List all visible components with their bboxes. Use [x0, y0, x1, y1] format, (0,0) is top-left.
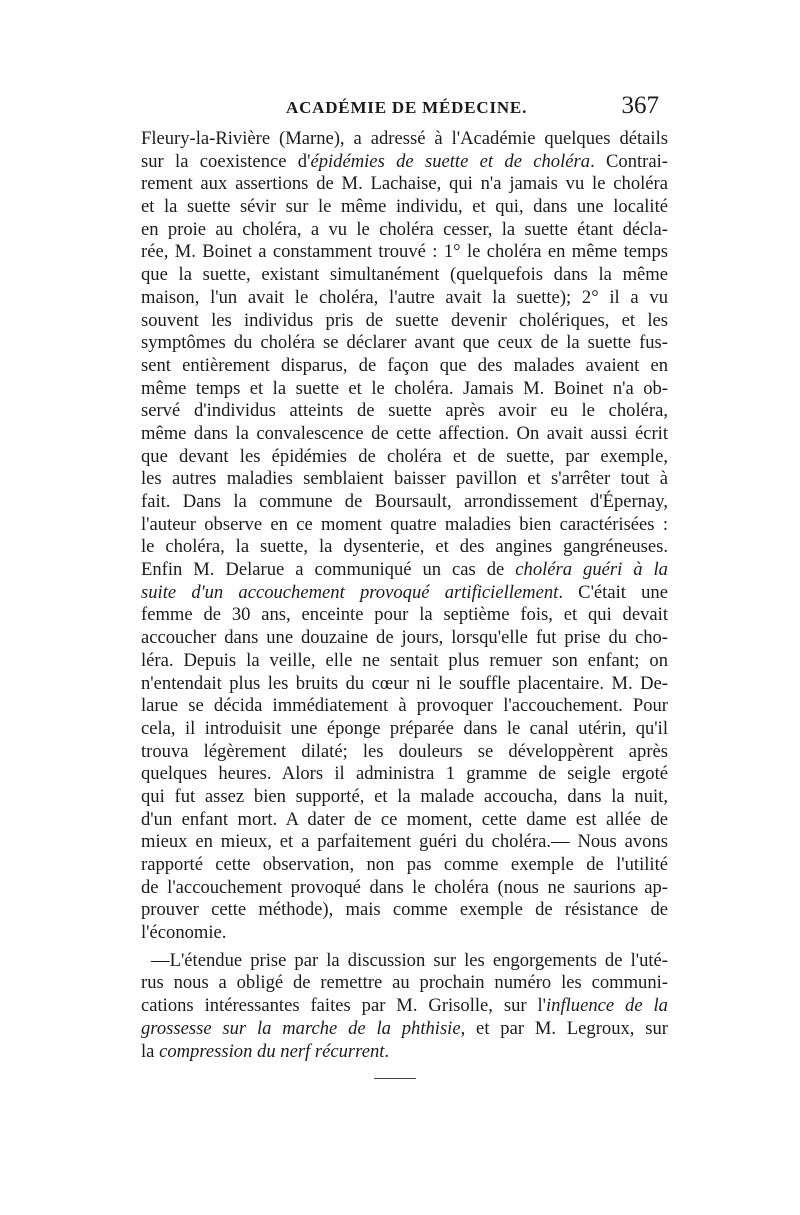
line-text: .: [384, 1040, 390, 1062]
end-rule: [374, 1078, 416, 1079]
line-text: d'un enfant mort. A dater de ce moment, cette dame est allée de: [141, 808, 668, 830]
italic-text: suite d'un accouchement provoqué artificiellement: [141, 581, 559, 603]
text-line: [141, 128, 668, 151]
italic-text: épidémies de suette et de choléra: [310, 150, 591, 172]
line-text: léra. Depuis la veille, elle ne sentait plus remuer son enfant; on: [141, 649, 668, 671]
line-text: maison, l'un avait le choléra, l'autre avait la suette); 2° il a vu: [141, 286, 668, 308]
paragraph: [141, 950, 668, 1063]
line-text: Enfin M. Delarue a communiqué un cas de: [141, 559, 516, 581]
line-text: Fleury-la-Rivière (Marne), a adressé à l'Académie quelques détails: [141, 128, 668, 149]
line-text: sur la coexistence d': [141, 150, 311, 172]
line-text: mieux en mieux, et a parfaitement guéri du choléra.— Nous avons: [141, 831, 668, 853]
text-line: [141, 922, 668, 945]
text-line: [141, 995, 668, 1018]
text-line: [141, 604, 668, 627]
text-line: [141, 491, 668, 514]
text-line: [141, 332, 668, 355]
line-text: —L'étendue prise par la discussion sur les engorgements de l'uté-: [151, 949, 668, 971]
text-line: [141, 514, 668, 537]
text-line: [141, 809, 668, 832]
text-line: [141, 196, 668, 219]
text-line: [141, 741, 668, 764]
text-line: [141, 400, 668, 423]
line-text: de l'accouchement provoqué dans le choléra (nous ne saurions ap-: [141, 876, 668, 898]
text-line: [141, 241, 668, 264]
line-text: même dans la convalescence de cette affection. On avait aussi écrit: [141, 422, 668, 444]
text-line: [141, 786, 668, 809]
italic-text: influence de la: [546, 995, 668, 1017]
line-text: cations intéressantes faites par M. Grisolle, sur l': [141, 995, 546, 1017]
line-text: l'auteur observe en ce moment quatre maladies bien caractérisées :: [141, 513, 668, 535]
italic-text: grossesse sur la marche de la phthisie: [141, 1017, 461, 1039]
running-title: ACADÉMIE DE MÉDECINE.: [286, 98, 528, 117]
text-line: [141, 287, 668, 310]
line-text: quelques heures. Alors il administra 1 gramme de seigle ergoté: [141, 763, 668, 785]
line-text: fait. Dans la commune de Boursault, arrondissement d'Épernay,: [141, 491, 668, 512]
line-text: rée, M. Boinet a constamment trouvé : 1° le choléra en même temps: [141, 241, 668, 263]
italic-text: compression du nerf récurrent: [159, 1040, 385, 1062]
text-line: [141, 718, 668, 741]
line-text: , et par M. Legroux, sur: [460, 1017, 668, 1039]
line-text: accoucher dans une douzaine de jours, lorsqu'elle fut prise du cho-: [141, 627, 668, 649]
line-text: . Contrai-: [590, 150, 668, 172]
text-line: [141, 536, 668, 559]
line-text: symptômes du choléra se déclarer avant que ceux de la suette fus-: [141, 332, 668, 354]
text-line: [141, 468, 668, 491]
text-line: [141, 1041, 668, 1064]
line-text: larue se décida immédiatement à provoquer l'accouchement. Pour: [141, 695, 668, 717]
text-line: [141, 950, 668, 973]
text-line: [141, 151, 668, 174]
line-text: que devant les épidémies de choléra et de suette, par exemple,: [141, 445, 668, 467]
text-line: [141, 854, 668, 877]
text-line: [141, 831, 668, 854]
text-line: [141, 559, 668, 582]
text-line: [141, 310, 668, 333]
line-text: les autres maladies semblaient baisser pavillon et s'arrêter tout à: [141, 468, 668, 490]
line-text: femme de 30 ans, enceinte pour la septième fois, et qui devait: [141, 604, 668, 626]
paragraph: [141, 128, 668, 945]
line-text: et la suette sévir sur le même individu, et qui, dans une localité: [141, 196, 668, 218]
line-text: rapporté cette observation, non pas comme exemple de l'utilité: [141, 854, 668, 875]
text-line: [141, 650, 668, 673]
line-text: même temps et la suette et le choléra. Jamais M. Boinet n'a ob-: [141, 377, 668, 399]
text-line: [141, 173, 668, 196]
line-text: rement aux assertions de M. Lachaise, qui n'a jamais vu le choléra: [141, 173, 668, 195]
line-text: le choléra, la suette, la dysenterie, et des angines gangréneuses.: [141, 536, 668, 558]
running-header: [141, 92, 659, 126]
line-text: que la suette, existant simultanément (quelquefois dans la même: [141, 264, 668, 286]
text-line: [141, 355, 668, 378]
text-line: [141, 695, 668, 718]
page-number: 367: [621, 92, 659, 119]
line-text: qui fut assez bien supporté, et la malade accoucha, dans la nuit,: [141, 785, 668, 807]
line-text: souvent les individus pris de suette devenir cholériques, et les: [141, 309, 668, 331]
line-text: prouver cette méthode), mais comme exemple de résistance de: [141, 899, 668, 921]
line-text: sent entièrement disparus, de façon que des malades avaient en: [141, 354, 668, 376]
line-text: en proie au choléra, a vu le choléra cesser, la suette étant décla-: [141, 218, 668, 240]
text-line: [141, 627, 668, 650]
text-line: [141, 446, 668, 469]
text-line: [141, 1018, 668, 1041]
line-text: cela, il introduisit une éponge préparée dans le canal utérin, qu'il: [141, 717, 668, 739]
text-line: [141, 673, 668, 696]
text-line: [141, 423, 668, 446]
italic-text: choléra guéri à la: [515, 559, 668, 581]
line-text: la: [141, 1040, 160, 1062]
body-text: [141, 128, 668, 1063]
line-text: l'économie.: [141, 922, 227, 944]
line-text: n'entendait plus les bruits du cœur ni le souffle placentaire. M. De-: [141, 672, 668, 694]
text-line: [141, 763, 668, 786]
text-line: [141, 219, 668, 242]
text-line: [141, 972, 668, 995]
text-line: [141, 264, 668, 287]
text-line: [141, 378, 668, 401]
line-text: . C'était une: [558, 581, 668, 603]
text-line: [141, 877, 668, 900]
line-text: rus nous a obligé de remettre au prochain numéro les communi-: [141, 972, 668, 994]
text-line: [141, 899, 668, 922]
line-text: trouva légèrement dilaté; les douleurs se développèrent après: [141, 740, 668, 762]
text-line: [141, 582, 668, 605]
line-text: servé d'individus atteints de suette après avoir eu le choléra,: [141, 400, 668, 422]
